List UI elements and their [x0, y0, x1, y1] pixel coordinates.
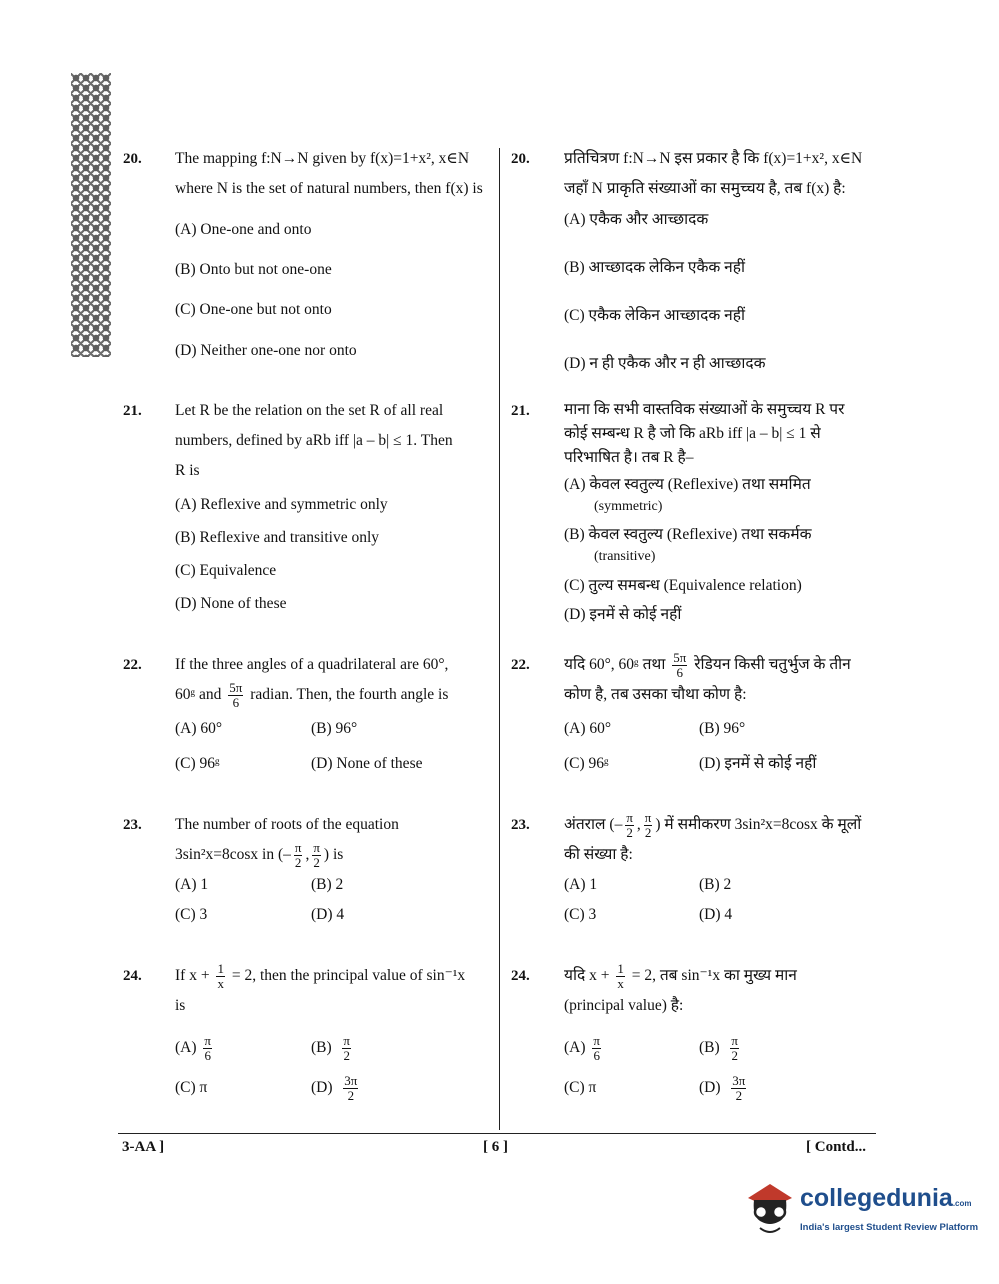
- text-part: = 2, तब sin⁻¹x का मुख्य मान: [631, 967, 797, 984]
- option-b: (B) 96°: [311, 720, 358, 737]
- question-text-line: प्रतिचित्रण f:N→N इस प्रकार है कि f(x)=1+x², x∈N: [564, 150, 863, 167]
- question-number: 24.: [123, 968, 142, 984]
- text-part: यदि 60°, 60ᵍ तथा: [564, 656, 666, 673]
- fraction-numerator: π: [294, 839, 302, 855]
- question-number: 22.: [511, 657, 530, 673]
- option-c: (C) 96ᵍ: [564, 755, 609, 772]
- fraction: [731, 1074, 746, 1103]
- fraction: [342, 1034, 351, 1063]
- option-a: (A) 60°: [564, 720, 612, 737]
- option-a: (A) One-one and onto: [175, 221, 312, 238]
- fraction-numerator: 3π: [732, 1072, 746, 1088]
- option-c: (C) 3: [564, 906, 597, 923]
- option-c: [175, 1073, 207, 1103]
- fraction-denominator: 2: [294, 854, 302, 870]
- text-part: is: [332, 846, 344, 863]
- question-number: 22.: [123, 657, 142, 673]
- fraction-denominator: 6: [593, 1047, 600, 1063]
- fraction-numerator: π: [313, 839, 320, 855]
- text-part: रेडियन किसी चतुर्भुज के तीन: [694, 656, 851, 673]
- fraction: [625, 811, 634, 840]
- text-part: यदि x +: [564, 967, 610, 984]
- collegedunia-logo: [742, 1178, 979, 1246]
- question-text-line: The mapping f:N→N given by f(x)=1+x², x∈N: [175, 150, 470, 167]
- question-text-line: The number of roots of the equation: [175, 816, 399, 833]
- option-a: (A) केवल स्वतुल्य (Reflexive) तथा सममित: [564, 476, 811, 493]
- question-text-line: [564, 810, 877, 840]
- question-text-line: numbers, defined by aRb iff |a – b| ≤ 1. Then: [175, 432, 453, 449]
- option-c: (C) तुल्य समबन्ध (Equivalence relation): [564, 577, 802, 594]
- fraction: [203, 1034, 212, 1063]
- option-b: (B) Onto but not one-one: [175, 261, 332, 278]
- option-label: (A): [175, 1039, 197, 1056]
- option-c: (C) 96ᵍ: [175, 755, 220, 772]
- question-text-line: [175, 680, 489, 710]
- option-c: [564, 1073, 596, 1103]
- option-label: (B): [311, 1039, 332, 1056]
- option-label: (C): [175, 1079, 196, 1096]
- fraction-numerator: 5π: [229, 679, 243, 695]
- logo-wordmark: [800, 1184, 971, 1213]
- fraction: [343, 1074, 358, 1103]
- question-text-line: माना कि सभी वास्तविक संख्याओं के समुच्चय R पर: [564, 401, 845, 418]
- fraction-denominator: x: [217, 975, 224, 991]
- option-label: (D): [699, 1079, 721, 1096]
- option-d: (D) Neither one-one nor onto: [175, 342, 357, 359]
- fraction-numerator: 1: [617, 960, 624, 976]
- fraction-denominator: 2: [644, 824, 652, 840]
- option-d: (D) इनमें से कोई नहीं: [564, 606, 682, 623]
- option-label: (A): [564, 1039, 586, 1056]
- option-a: (A) 1: [564, 876, 598, 893]
- option-c: (C) 3: [175, 906, 208, 923]
- text-part: अंतराल: [564, 816, 606, 833]
- option-a: [175, 1033, 215, 1063]
- option-b: (B) 96°: [699, 720, 746, 737]
- option-c: (C) One-one but not onto: [175, 301, 332, 318]
- question-text-line: R is: [175, 462, 200, 479]
- fraction: [616, 962, 625, 991]
- fraction-denominator: 6: [204, 1047, 211, 1063]
- option-d: [311, 1073, 361, 1103]
- option-value: π: [588, 1079, 597, 1096]
- option-a-cont: (symmetric): [594, 499, 663, 514]
- question-text-line: [564, 961, 877, 991]
- interval: (– $\frac{\pi}{2}$ , $\frac{\pi}{2}$ ): [609, 809, 661, 840]
- fraction-numerator: 1: [217, 960, 224, 976]
- fraction-denominator: 2: [735, 1087, 743, 1103]
- option-c: (C) Equivalence: [175, 562, 277, 579]
- question-text-line: [564, 650, 877, 680]
- fraction-denominator: x: [617, 975, 624, 991]
- question-number: 20.: [511, 151, 530, 167]
- fraction: [730, 1034, 739, 1063]
- fraction-denominator: 2: [731, 1047, 738, 1063]
- option-b: (B) 2: [699, 876, 732, 893]
- fraction-numerator: π: [731, 1032, 738, 1048]
- option-value: π: [199, 1079, 208, 1096]
- question-text-line: कोई सम्बन्ध R है जो कि aRb iff |a – b| ≤ 1 से: [564, 425, 821, 442]
- option-b-cont: (transitive): [594, 549, 656, 564]
- fraction-numerator: 3π: [344, 1072, 358, 1088]
- question-text-line: is: [175, 997, 186, 1014]
- question-text-line: की संख्या है:: [564, 846, 633, 863]
- option-a: (A) 60°: [175, 720, 223, 737]
- text-part: 3sin²x=8cosx in: [175, 846, 275, 863]
- fraction-denominator: 2: [347, 1087, 355, 1103]
- question-number: 24.: [511, 968, 530, 984]
- option-a: [564, 1033, 604, 1063]
- question-text-line: where N is the set of natural numbers, then f(x) is: [175, 180, 483, 197]
- logo-tld: .com: [952, 1199, 972, 1208]
- footer-continued: [ Contd...: [806, 1139, 867, 1155]
- text-part: में समीकरण 3sin²x=8cosx के मूलों: [664, 816, 862, 833]
- option-label: (C): [564, 1079, 585, 1096]
- fraction: [592, 1034, 601, 1063]
- logo-tagline: India's largest Student Review Platform: [800, 1222, 979, 1233]
- option-label: (D): [311, 1079, 333, 1096]
- question-number: 23.: [511, 817, 530, 833]
- question-text-line: परिभाषित है। तब R है–: [564, 449, 694, 466]
- column-divider: [499, 148, 500, 1130]
- fraction-denominator: 6: [232, 694, 240, 710]
- fraction: [672, 651, 687, 680]
- fraction-numerator: π: [626, 809, 633, 825]
- fraction-numerator: π: [204, 1032, 211, 1048]
- decorative-pattern: [71, 73, 111, 357]
- question-number: 21.: [123, 403, 142, 419]
- question-text-line: If the three angles of a quadrilateral are 60°,: [175, 656, 449, 673]
- question-text-line: जहाँ N प्राकृति संख्याओं का समुच्चय है, तब f(x) है:: [564, 180, 846, 197]
- fraction-denominator: 2: [343, 1047, 350, 1063]
- option-d: (D) None of these: [311, 755, 423, 772]
- text-part: = 2, then the principal value of sin⁻¹x: [231, 967, 466, 984]
- logo-name: collegedunia: [800, 1184, 953, 1212]
- fraction-numerator: π: [343, 1032, 350, 1048]
- fraction: [312, 841, 321, 870]
- option-d: (D) None of these: [175, 595, 287, 612]
- option-d: (D) 4: [311, 906, 345, 923]
- option-d: (D) 4: [699, 906, 733, 923]
- option-d: (D) इनमें से कोई नहीं: [699, 755, 817, 772]
- option-b: [311, 1033, 354, 1063]
- fraction-denominator: 6: [676, 664, 684, 680]
- option-label: (B): [699, 1039, 720, 1056]
- option-b: (B) आच्छादक लेकिन एकैक नहीं: [564, 259, 745, 276]
- fraction: [228, 681, 243, 710]
- question-number: 20.: [123, 151, 142, 167]
- question-text-line: Let R be the relation on the set R of all real: [175, 402, 444, 419]
- fraction-numerator: 5π: [673, 649, 687, 665]
- question-text-line: [175, 840, 489, 870]
- question-text-line: (principal value) है:: [564, 997, 684, 1014]
- text-part: 60ᵍ and: [175, 686, 222, 703]
- option-a: (A) एकैक और आच्छादक: [564, 211, 709, 228]
- option-b: [699, 1033, 742, 1063]
- question-text-line: कोण है, तब उसका चौथा कोण है:: [564, 686, 747, 703]
- fraction-numerator: π: [644, 809, 652, 825]
- fraction: [644, 811, 653, 840]
- fraction-denominator: 2: [313, 854, 320, 870]
- text-part: radian. Then, the fourth angle is: [250, 686, 449, 703]
- footer-rule: [118, 1133, 876, 1134]
- page-number: [ 6 ]: [483, 1139, 508, 1155]
- question-text-line: [175, 961, 489, 991]
- fraction: [216, 962, 225, 991]
- question-number: 23.: [123, 817, 142, 833]
- text-part: If x +: [175, 967, 210, 984]
- question-number: 21.: [511, 403, 530, 419]
- option-b: (B) केवल स्वतुल्य (Reflexive) तथा सकर्मक: [564, 526, 812, 543]
- fraction: [294, 841, 303, 870]
- option-a: (A) 1: [175, 876, 209, 893]
- option-d: (D) न ही एकैक और न ही आच्छादक: [564, 355, 766, 372]
- mascot-icon: [742, 1178, 798, 1242]
- fraction-denominator: 2: [626, 824, 633, 840]
- interval: (– $\frac{\pi}{2}$ , $\frac{\pi}{2}$ ): [277, 839, 330, 870]
- option-a: (A) Reflexive and symmetric only: [175, 496, 388, 513]
- option-d: [699, 1073, 749, 1103]
- fraction-numerator: π: [593, 1032, 600, 1048]
- option-b: (B) 2: [311, 876, 344, 893]
- option-b: (B) Reflexive and transitive only: [175, 529, 380, 546]
- footer-code: 3-AA ]: [122, 1139, 165, 1155]
- option-c: (C) एकैक लेकिन आच्छादक नहीं: [564, 307, 745, 324]
